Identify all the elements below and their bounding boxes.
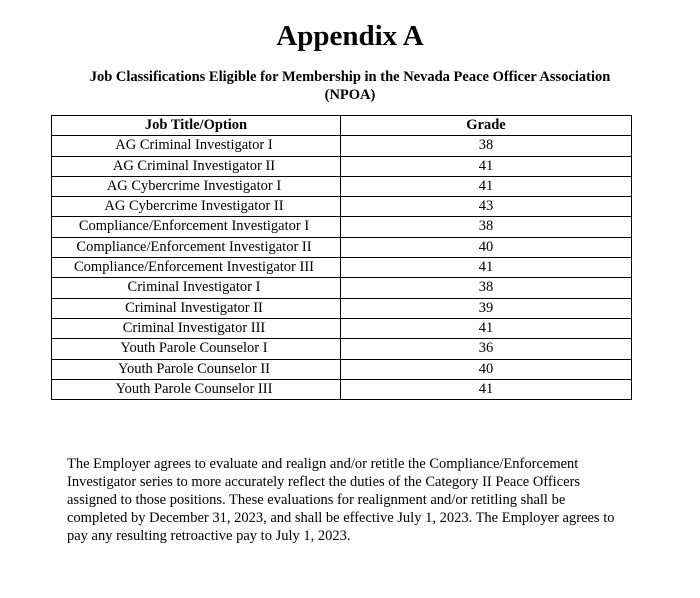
table-row [52,258,632,278]
job-title-cell: AG Criminal Investigator I [52,136,341,156]
table-row [52,156,632,176]
table-caption [30,68,670,104]
table-row [52,217,632,237]
table-row [52,318,632,338]
job-title-cell: Criminal Investigator I [52,278,341,298]
table-row [52,136,632,156]
grade-cell: 40 [341,237,632,257]
job-title-cell: AG Cybercrime Investigator II [52,197,341,217]
footnote-paragraph [67,455,647,545]
grade-cell: 38 [341,278,632,298]
column-header-grade: Grade [341,116,632,136]
table-row [52,298,632,318]
grade-cell: 40 [341,359,632,379]
table-header-row [52,116,632,136]
job-title-cell: Compliance/Enforcement Investigator III [52,258,341,278]
job-title-cell: Criminal Investigator III [52,318,341,338]
grade-cell: 38 [341,217,632,237]
job-title-cell: Compliance/Enforcement Investigator II [52,237,341,257]
grade-cell: 41 [341,318,632,338]
job-title-cell: AG Criminal Investigator II [52,156,341,176]
table-row [52,176,632,196]
job-title-cell: Youth Parole Counselor II [52,359,341,379]
grade-cell: 41 [341,258,632,278]
table-row [52,197,632,217]
grade-cell: 41 [341,379,632,399]
grade-cell: 36 [341,339,632,359]
table-row [52,339,632,359]
table-row [52,237,632,257]
job-title-cell: Compliance/Enforcement Investigator I [52,217,341,237]
footnote-line: The Employer agrees to evaluate and realign and/or retitle the Compliance/Enforcement [67,456,579,472]
footnote-line: completed by December 31, 2023, and shall be effective July 1, 2023. The Employer agrees to [67,510,615,526]
table-row [52,278,632,298]
table-row [52,359,632,379]
job-title-cell: Youth Parole Counselor I [52,339,341,359]
job-title-cell: Youth Parole Counselor III [52,379,341,399]
grade-cell: 41 [341,156,632,176]
table-row [52,379,632,399]
caption-line: Job Classifications Eligible for Membership in the Nevada Peace Officer Association [89,69,611,85]
grade-cell: 38 [341,136,632,156]
job-title-cell: Criminal Investigator II [52,298,341,318]
job-title-cell: AG Cybercrime Investigator I [52,176,341,196]
grade-cell: 43 [341,197,632,217]
footnote-line: Investigator series to more accurately reflect the duties of the Category II Peace Officers [67,474,581,490]
caption-line: (NPOA) [324,87,376,103]
classification-table [51,115,632,400]
footnote-line: pay any resulting retroactive pay to July 1, 2023. [67,528,351,544]
grade-cell: 39 [341,298,632,318]
page-title: Appendix A [276,20,424,52]
grade-cell: 41 [341,176,632,196]
footnote-line: assigned to those positions. These evaluations for realignment and/or retitling shall be [67,492,566,508]
column-header-job-title: Job Title/Option [52,116,341,136]
